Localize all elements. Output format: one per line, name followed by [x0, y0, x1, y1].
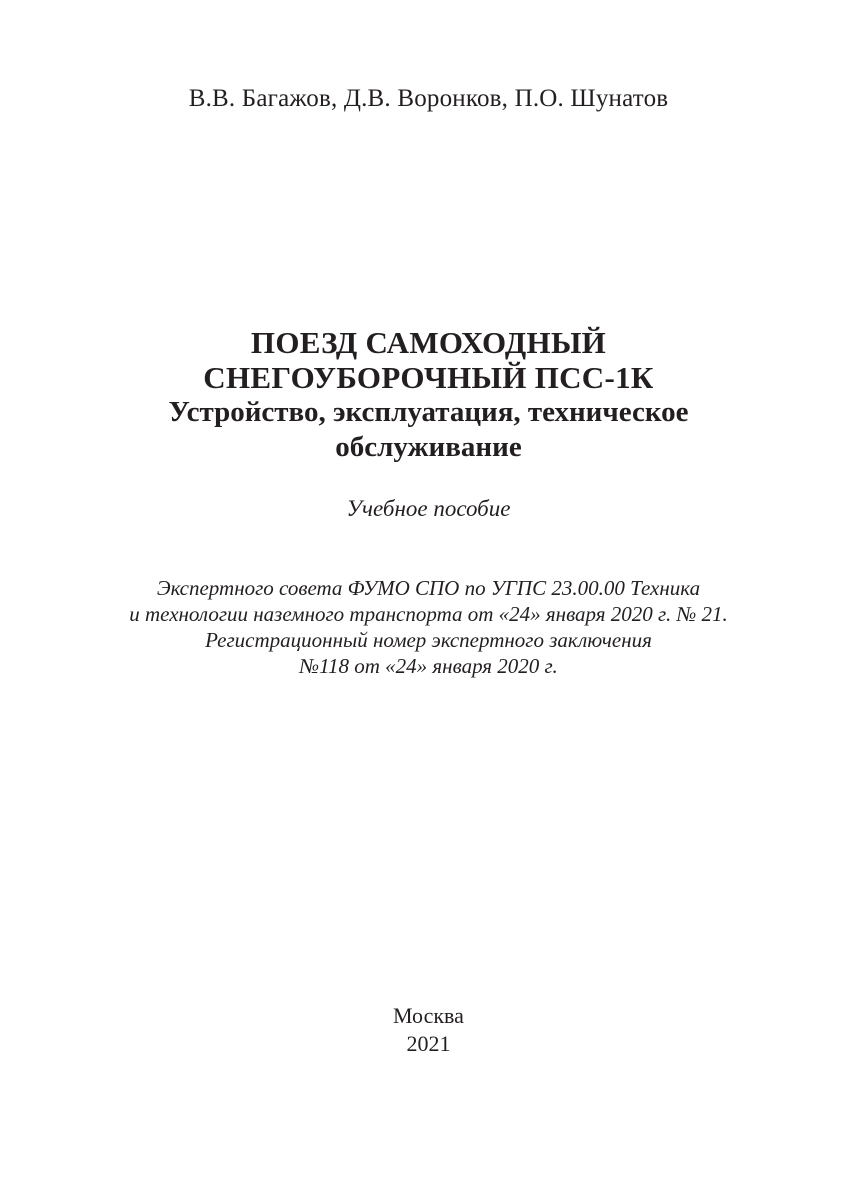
imprint-city: Москва	[393, 1003, 464, 1028]
authors: В.В. Багажов, Д.В. Воронков, П.О. Шунатов	[188, 85, 669, 112]
approval-line-1: Экспертного совета ФУМО СПО по УГПС 23.00.00 Техника	[156, 576, 701, 600]
imprint	[0, 1002, 857, 1058]
approval-line-4: №118 от «24» января 2020 г.	[299, 654, 558, 678]
subtitle-line-2: обслуживание	[335, 431, 522, 463]
title-line-2: СНЕГОУБОРОЧНЫЙ ПСС-1К	[203, 360, 654, 395]
approval-line-2: и технологии наземного транспорта от «24» января 2020 г. № 21.	[129, 602, 728, 626]
imprint-year: 2021	[406, 1031, 451, 1056]
document-type: Учебное пособие	[346, 496, 511, 521]
subtitle-line-1: Устройство, эксплуатация, техническое	[168, 396, 689, 428]
approval-line-3: Регистрационный номер экспертного заключения	[205, 628, 652, 652]
title-line-1: ПОЕЗД САМОХОДНЫЙ	[250, 325, 607, 360]
approval-note	[0, 575, 857, 679]
book-title	[0, 325, 857, 465]
